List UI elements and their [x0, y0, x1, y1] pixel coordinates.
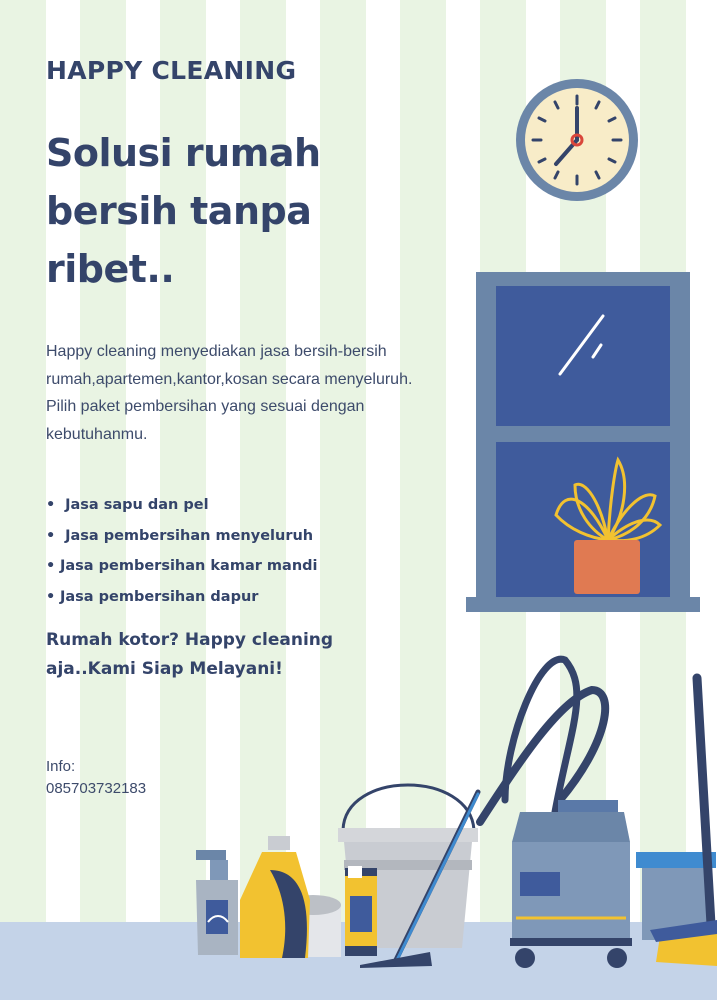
headline-line: Solusi rumah — [46, 131, 321, 175]
detergent-box-icon — [345, 866, 377, 956]
bullet-icon: • — [46, 527, 56, 544]
service-label: Jasa pembersihan dapur — [60, 588, 259, 605]
service-label: Jasa sapu dan pel — [65, 497, 209, 513]
headline-line: bersih tanpa — [46, 189, 312, 233]
spray-bottle-icon — [196, 850, 238, 955]
info-label: Info: — [46, 758, 76, 775]
bullet-icon: • — [46, 588, 56, 605]
headline-line: ribet.. — [46, 247, 175, 291]
vacuum-cleaner-icon — [510, 800, 632, 968]
phone-number: 085703732183 — [46, 780, 147, 797]
wall-clock-icon — [516, 79, 638, 201]
service-label: Jasa pembersihan kamar mandi — [60, 558, 318, 574]
call-to-action: Rumah kotor? Happy cleaning aja..Kami Siap Melayani! — [46, 630, 334, 679]
detergent-bottle-icon — [240, 836, 310, 958]
bullet-icon: • — [46, 497, 56, 513]
broom-icon — [636, 678, 717, 966]
brand-title: HAPPY CLEANING — [46, 56, 297, 85]
service-label: Jasa pembersihan menyeluruh — [65, 527, 314, 544]
description: Happy cleaning menyediakan jasa bersih-bersih rumah,apartemen,kantor,kosan secara menyeluruh. Pilih paket pembersihan yang sesuai dengan kebutuhanmu. — [46, 343, 413, 443]
bullet-icon: • — [46, 558, 56, 574]
